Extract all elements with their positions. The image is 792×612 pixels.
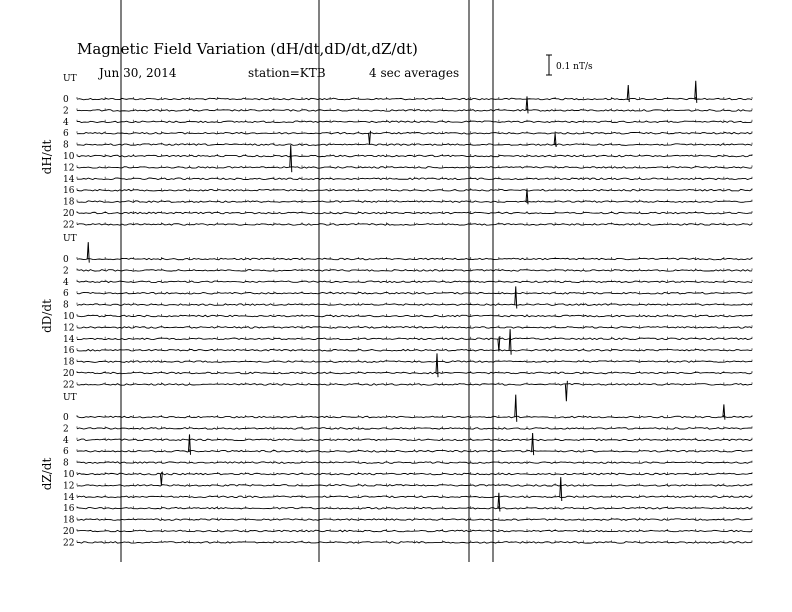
hour-label: 12 <box>63 481 75 492</box>
spike-mark <box>723 404 725 419</box>
hour-label: 14 <box>63 174 75 185</box>
hour-label: 6 <box>63 289 69 300</box>
date-label: Jun 30, 2014 <box>99 66 177 80</box>
hour-label: 18 <box>63 357 75 368</box>
hour-label: 16 <box>63 504 75 515</box>
spike-mark <box>87 242 89 262</box>
hour-label: 8 <box>63 300 69 311</box>
hour-label: 18 <box>63 515 75 526</box>
hour-label: 20 <box>63 369 75 379</box>
hour-label: 4 <box>63 117 69 128</box>
panel-dZ-dt <box>40 393 752 548</box>
hour-label: 6 <box>63 129 69 140</box>
hour-label: 22 <box>63 538 75 549</box>
hour-label: 2 <box>63 424 69 435</box>
hour-label: 2 <box>63 106 69 117</box>
spike-mark <box>290 145 292 172</box>
ut-label: UT <box>63 74 77 84</box>
averaging-label: 4 sec averages <box>369 66 460 80</box>
hour-label: 22 <box>63 220 75 231</box>
hour-label: 12 <box>63 163 75 174</box>
hour-label: 8 <box>63 458 69 469</box>
hour-label: 6 <box>63 447 69 458</box>
ut-label: UT <box>63 393 77 403</box>
hour-label: 8 <box>63 140 69 151</box>
hour-label: 4 <box>63 435 69 446</box>
hour-label: 12 <box>63 323 75 334</box>
component-axis-label: dH/dt <box>40 139 54 175</box>
hour-label: 22 <box>63 380 75 391</box>
hour-label: 0 <box>63 413 69 423</box>
hour-label: 16 <box>63 346 75 357</box>
component-axis-label: dZ/dt <box>40 457 54 491</box>
panel-dD-dt <box>40 234 752 401</box>
hour-label: 14 <box>63 334 75 345</box>
component-panels <box>40 74 752 548</box>
hour-label: 2 <box>63 266 69 277</box>
hour-label: 4 <box>63 277 69 288</box>
hour-label: 10 <box>63 152 75 162</box>
hour-label: 20 <box>63 527 75 537</box>
hour-label: 0 <box>63 95 69 105</box>
chart-title: Magnetic Field Variation (dH/dt,dD/dt,dZ/dt) <box>77 40 418 58</box>
hour-label: 10 <box>63 312 75 322</box>
scale-bar <box>546 55 593 75</box>
ut-label: UT <box>63 234 77 244</box>
hour-label: 10 <box>63 470 75 480</box>
scale-label: 0.1 nT/s <box>556 62 593 72</box>
hour-label: 18 <box>63 197 75 208</box>
hour-label: 0 <box>63 255 69 265</box>
hour-label: 16 <box>63 186 75 197</box>
station-label: station=KTB <box>248 66 326 80</box>
component-axis-label: dD/dt <box>40 299 54 333</box>
panel-dH-dt <box>40 74 752 230</box>
hour-label: 20 <box>63 209 75 219</box>
hour-label: 14 <box>63 492 75 503</box>
spike-mark <box>515 395 517 422</box>
